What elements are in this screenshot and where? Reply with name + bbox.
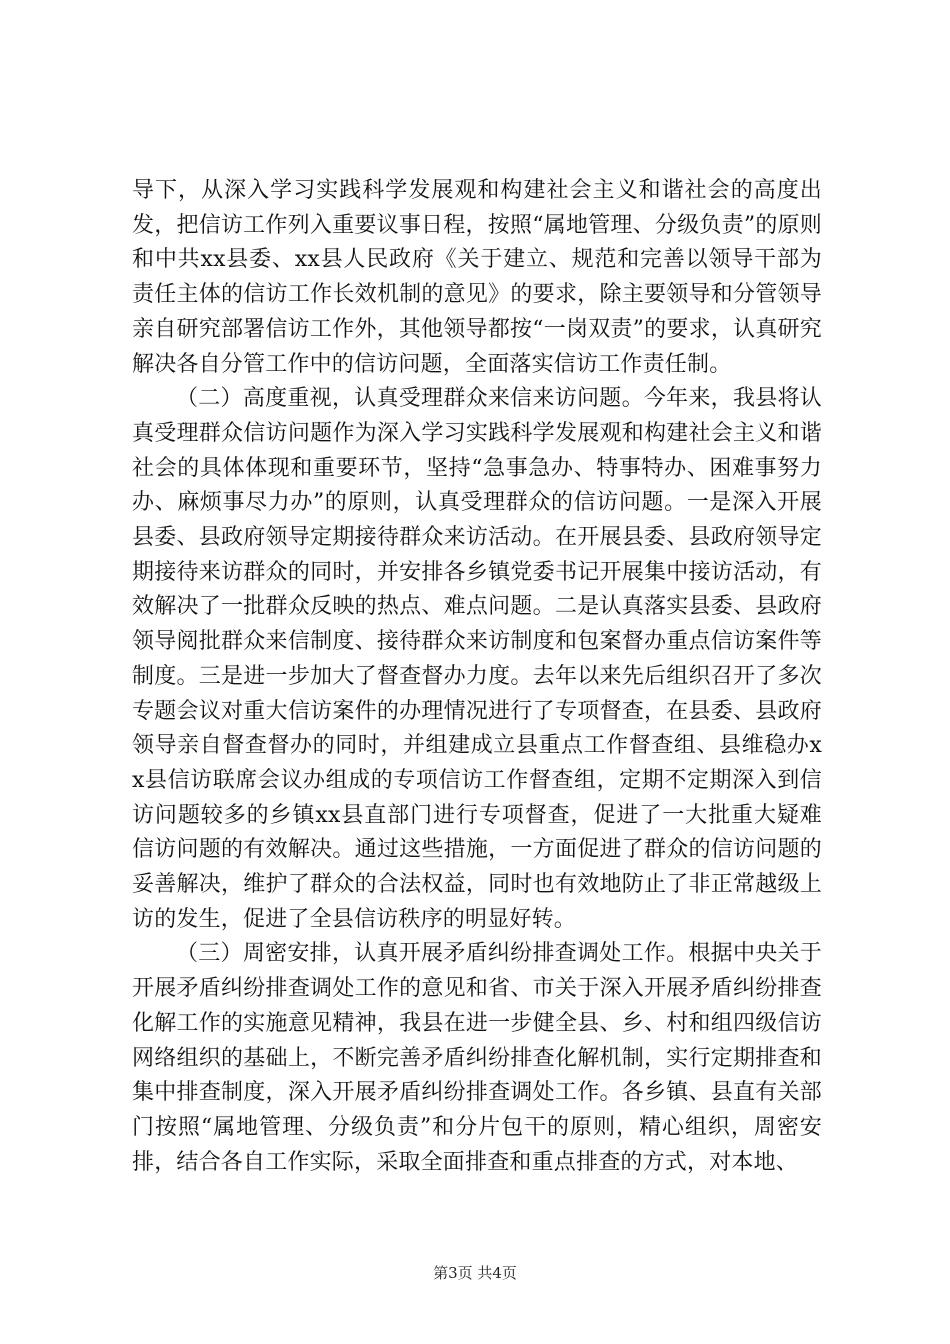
paragraph-continuation: 导下，从深入学习实践科学发展观和构建社会主义和谐社会的高度出发，把信访工作列入重要议事日程，按照“属地管理、分级负责”的原则和中共xx县委、xx县人民政府《关于建立、规范和完善以领导干部为责任主体的信访工作长效机制的意见》的要求，除主要领导和分管领导亲自研究部署信访工作外，其他领导都按“一岗双责”的要求，认真研究解决各自分管工作中的信访问题，全面落实信访工作责任制。 bbox=[132, 178, 822, 377]
paragraph-section-3: （三）周密安排，认真开展矛盾纠纷排查调处工作。根据中央关于开展矛盾纠纷排查调处工作的意见和省、市关于深入开展矛盾纠纷排查化解工作的实施意见精神，我县在进一步健全县、乡、村和组四级信访网络组织的基础上，不断完善矛盾纠纷排查化解机制，实行定期排查和集中排查制度，深入开展矛盾纠纷排查调处工作。各乡镇、县直有关部门按照“属地管理、分级负责”和分片包干的原则，精心组织，周密安排，结合各自工作实际，采取全面排查和重点排查的方式，对本地、 bbox=[132, 941, 822, 1175]
paragraph-section-2: （二）高度重视，认真受理群众来信来访问题。今年来，我县将认真受理群众信访问题作为深入学习实践科学发展观和构建社会主义和谐社会的具体体现和重要环节，坚持“急事急办、特事特办、困难事努力办、麻烦事尽力办”的原则，认真受理群众的信访问题。一是深入开展县委、县政府领导定期接待群众来访活动。在开展县委、县政府领导定期接待来访群众的同时，并安排各乡镇党委书记开展集中接访活动，有效解决了一批群众反映的热点、难点问题。二是认真落实县委、县政府领导阅批群众来信制度、接待群众来访制度和包案督办重点信访案件等制度。三是进一步加大了督查督办力度。去年以来先后组织召开了多次专题会议对重大信访案件的办理情况进行了专项督查，在县委、县政府领导亲自督查督办的同时，并组建成立县重点工作督查组、县维稳办xx县信访联席会议办组成的专项信访工作督查组，定期不定期深入到信访问题较多的乡镇xx县直部门进行专项督查，促进了一大批重大疑难信访问题的有效解决。通过这些措施，一方面促进了群众的信访问题的妥善解决，维护了群众的合法权益，同时也有效地防止了非正常越级上访的发生，促进了全县信访秩序的明显好转。 bbox=[132, 386, 822, 932]
page-number-footer: 第3页 共4页 bbox=[433, 1264, 517, 1282]
document-body bbox=[132, 174, 822, 1180]
